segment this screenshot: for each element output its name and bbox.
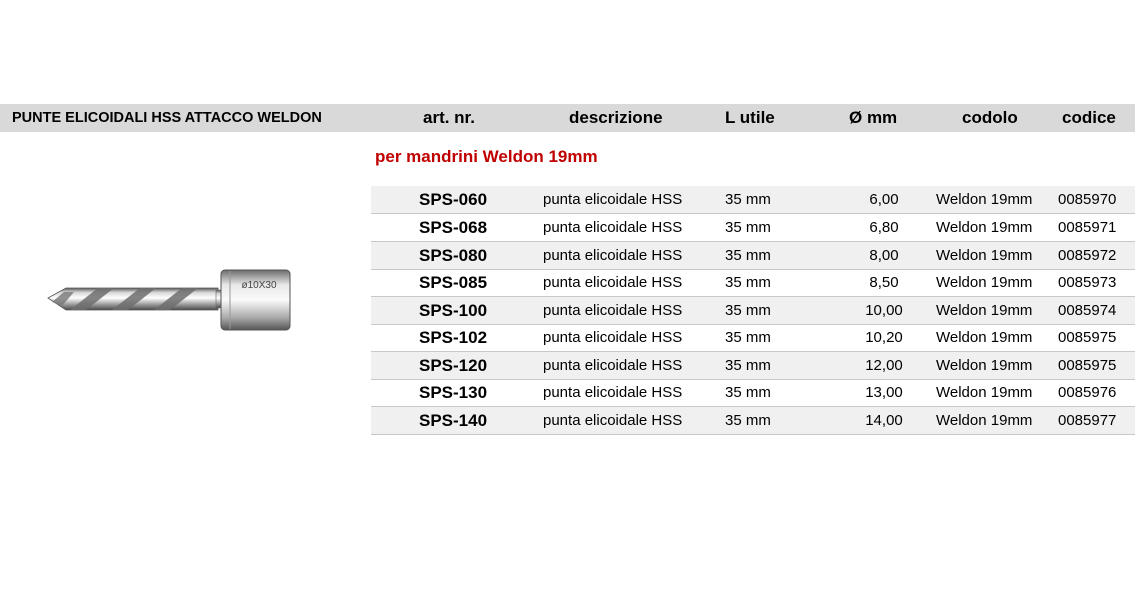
code: 0085977: [1058, 412, 1117, 429]
shank: Weldon 19mm: [936, 384, 1033, 401]
description: punta elicoidale HSS: [543, 274, 683, 291]
length: 35 mm: [725, 384, 771, 401]
code: 0085975: [1058, 357, 1117, 374]
shank: Weldon 19mm: [936, 247, 1033, 264]
length: 35 mm: [725, 191, 771, 208]
page-title: PUNTE ELICOIDALI HSS ATTACCO WELDON: [12, 110, 322, 126]
length: 35 mm: [725, 302, 771, 319]
diameter: 6,80: [869, 219, 899, 236]
code: 0085970: [1058, 191, 1117, 208]
shank: Weldon 19mm: [936, 412, 1033, 429]
diameter: 14,00: [865, 412, 903, 429]
art-number: SPS-060: [419, 190, 488, 209]
code: 0085971: [1058, 219, 1117, 236]
description: punta elicoidale HSS: [543, 219, 683, 236]
code: 0085975: [1058, 329, 1117, 346]
shank: Weldon 19mm: [936, 329, 1033, 346]
table-row: [371, 379, 1135, 407]
code: 0085973: [1058, 274, 1117, 291]
table-row: [371, 297, 1135, 325]
diameter: 10,00: [865, 302, 903, 319]
description: punta elicoidale HSS: [543, 384, 683, 401]
art-number: SPS-100: [419, 301, 488, 320]
length: 35 mm: [725, 412, 771, 429]
description: punta elicoidale HSS: [543, 247, 683, 264]
column-header-diameter: Ø mm: [849, 108, 898, 127]
diameter: 6,00: [869, 191, 899, 208]
description: punta elicoidale HSS: [543, 412, 683, 429]
drill-marking-text: ø10X30: [241, 280, 277, 291]
column-header-length: L utile: [725, 108, 775, 127]
table-row: [371, 214, 1135, 242]
shank: Weldon 19mm: [936, 357, 1033, 374]
table-row: [371, 269, 1135, 297]
art-number: SPS-102: [419, 328, 488, 347]
column-header-description: descrizione: [569, 108, 663, 127]
code: 0085976: [1058, 384, 1117, 401]
art-number: SPS-120: [419, 356, 488, 375]
length: 35 mm: [725, 247, 771, 264]
length: 35 mm: [725, 219, 771, 236]
diameter: 10,20: [865, 329, 903, 346]
code: 0085974: [1058, 302, 1117, 319]
description: punta elicoidale HSS: [543, 329, 683, 346]
table-row: [371, 242, 1135, 270]
diameter: 8,50: [869, 274, 899, 291]
length: 35 mm: [725, 274, 771, 291]
table-row: [371, 407, 1135, 435]
column-header-code: codice: [1062, 108, 1116, 127]
shank: Weldon 19mm: [936, 219, 1033, 236]
table-row: [371, 324, 1135, 352]
column-header-art: art. nr.: [423, 108, 475, 127]
table-row: [371, 186, 1135, 214]
diameter: 13,00: [865, 384, 903, 401]
description: punta elicoidale HSS: [543, 302, 683, 319]
code: 0085972: [1058, 247, 1117, 264]
art-number: SPS-085: [419, 273, 488, 292]
art-number: SPS-140: [419, 411, 488, 430]
drill-bit-image: [40, 262, 296, 338]
art-number: SPS-080: [419, 246, 488, 265]
table-row: [371, 352, 1135, 380]
art-number: SPS-130: [419, 383, 488, 402]
art-number: SPS-068: [419, 218, 488, 237]
diameter: 12,00: [865, 357, 903, 374]
section-subtitle: per mandrini Weldon 19mm: [375, 147, 598, 166]
column-header-shank: codolo: [962, 108, 1018, 127]
description: punta elicoidale HSS: [543, 191, 683, 208]
description: punta elicoidale HSS: [543, 357, 683, 374]
diameter: 8,00: [869, 247, 899, 264]
length: 35 mm: [725, 357, 771, 374]
shank: Weldon 19mm: [936, 302, 1033, 319]
length: 35 mm: [725, 329, 771, 346]
shank: Weldon 19mm: [936, 274, 1033, 291]
shank: Weldon 19mm: [936, 191, 1033, 208]
